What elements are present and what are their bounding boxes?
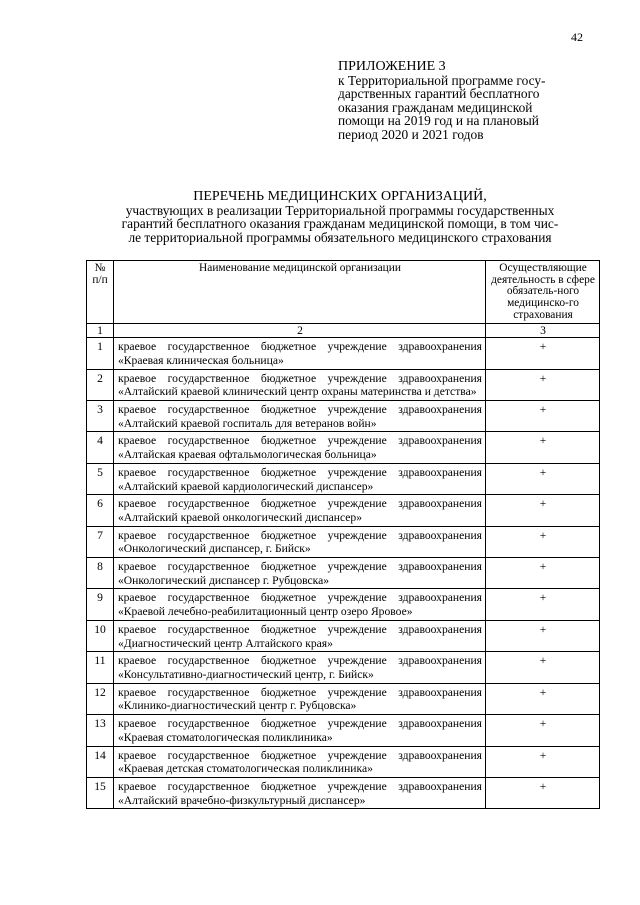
oms-mark-cell: + bbox=[486, 746, 600, 777]
table-row bbox=[87, 495, 600, 526]
column-index-cell: 1 bbox=[87, 323, 114, 338]
oms-mark-cell: + bbox=[486, 589, 600, 620]
oms-mark-cell: + bbox=[486, 558, 600, 589]
organization-name-cell: краевое государственное бюджетное учреждение здравоохранения «Краевая стоматологическая поликлиника» bbox=[114, 715, 486, 746]
heading-line: ле территориальной программы обязательного медицинского страхования bbox=[128, 229, 552, 245]
organization-name-cell: краевое государственное бюджетное учреждение здравоохранения «Краевой лечебно-реабилитационный центр озеро Яровое» bbox=[114, 589, 486, 620]
page-number: 42 bbox=[571, 30, 583, 44]
row-number-cell: 13 bbox=[87, 715, 114, 746]
organization-name-cell: краевое государственное бюджетное учреждение здравоохранения «Алтайская краевая офтальмологическая больница» bbox=[114, 432, 486, 463]
organization-name-cell: краевое государственное бюджетное учреждение здравоохранения «Алтайский врачебно-физкультурный диспансер» bbox=[114, 777, 486, 808]
appendix-line: дарственных гарантий бесплатного bbox=[338, 86, 540, 101]
table-row bbox=[87, 401, 600, 432]
organization-name-cell: краевое государственное бюджетное учреждение здравоохранения «Диагностический центр Алтайского края» bbox=[114, 620, 486, 651]
table-row bbox=[87, 652, 600, 683]
table-row bbox=[87, 338, 600, 369]
organization-name-cell: краевое государственное бюджетное учреждение здравоохранения «Алтайский краевой клинический центр охраны материнства и детства» bbox=[114, 369, 486, 400]
organizations-table bbox=[86, 260, 600, 809]
appendix-title: ПРИЛОЖЕНИЕ 3 bbox=[338, 59, 446, 74]
row-number-cell: 3 bbox=[87, 401, 114, 432]
row-number-cell: 9 bbox=[87, 589, 114, 620]
table-row bbox=[87, 589, 600, 620]
table-row bbox=[87, 620, 600, 651]
organization-name-cell: краевое государственное бюджетное учреждение здравоохранения «Алтайский краевой кардиологический диспансер» bbox=[114, 463, 486, 494]
organization-name-cell: краевое государственное бюджетное учреждение здравоохранения «Алтайский краевой госпиталь для ветеранов войн» bbox=[114, 401, 486, 432]
heading-title: ПЕРЕЧЕНЬ МЕДИЦИНСКИХ ОРГАНИЗАЦИЙ, bbox=[193, 189, 487, 204]
row-number-cell: 2 bbox=[87, 369, 114, 400]
heading-line: гарантий бесплатного оказания гражданам медицинской помощи, в том чис- bbox=[121, 216, 559, 231]
table-row bbox=[87, 463, 600, 494]
oms-mark-cell: + bbox=[486, 526, 600, 557]
oms-mark-cell: + bbox=[486, 777, 600, 808]
oms-mark-cell: + bbox=[486, 495, 600, 526]
appendix-line: период 2020 и 2021 годов bbox=[338, 126, 484, 142]
row-number-cell: 15 bbox=[87, 777, 114, 808]
appendix-line: к Территориальной программе госу- bbox=[338, 72, 546, 88]
row-number-cell: 10 bbox=[87, 620, 114, 651]
oms-mark-cell: + bbox=[486, 401, 600, 432]
header-oms-participation: Осуществляющие деятельность в сфере обязатель-ного медицинско-го страхования bbox=[486, 261, 600, 324]
oms-mark-cell: + bbox=[486, 620, 600, 651]
row-number-cell: 12 bbox=[87, 683, 114, 714]
organization-name-cell: краевое государственное бюджетное учреждение здравоохранения «Краевая детская стоматологическая поликлиника» bbox=[114, 746, 486, 777]
organization-name-cell: краевое государственное бюджетное учреждение здравоохранения «Онкологический диспансер, г. Бийск» bbox=[114, 526, 486, 557]
organization-name-cell: краевое государственное бюджетное учреждение здравоохранения «Алтайский краевой онкологический диспансер» bbox=[114, 495, 486, 526]
appendix-line: помощи на 2019 год и на плановый bbox=[338, 113, 539, 128]
header-organization-name: Наименование медицинской организации bbox=[114, 261, 486, 324]
organization-name-cell: краевое государственное бюджетное учреждение здравоохранения «Краевая клиническая больница» bbox=[114, 338, 486, 369]
column-index-row bbox=[87, 323, 600, 338]
table-row bbox=[87, 369, 600, 400]
oms-mark-cell: + bbox=[486, 338, 600, 369]
appendix-block bbox=[338, 60, 608, 141]
table-row bbox=[87, 715, 600, 746]
oms-mark-cell: + bbox=[486, 463, 600, 494]
row-number-cell: 14 bbox=[87, 746, 114, 777]
oms-mark-cell: + bbox=[486, 652, 600, 683]
organization-name-cell: краевое государственное бюджетное учреждение здравоохранения «Онкологический диспансер г. Рубцовска» bbox=[114, 558, 486, 589]
column-index-cell: 2 bbox=[114, 323, 486, 338]
document-heading bbox=[80, 190, 600, 244]
oms-mark-cell: + bbox=[486, 369, 600, 400]
row-number-cell: 1 bbox=[87, 338, 114, 369]
row-number-cell: 6 bbox=[87, 495, 114, 526]
row-number-cell: 8 bbox=[87, 558, 114, 589]
row-number-cell: 4 bbox=[87, 432, 114, 463]
oms-mark-cell: + bbox=[486, 683, 600, 714]
table-row bbox=[87, 432, 600, 463]
organization-name-cell: краевое государственное бюджетное учреждение здравоохранения «Консультативно-диагностический центр, г. Бийск» bbox=[114, 652, 486, 683]
table-row bbox=[87, 777, 600, 808]
header-number: № п/п bbox=[87, 261, 114, 324]
table-header-row bbox=[87, 261, 600, 324]
table-row bbox=[87, 746, 600, 777]
oms-mark-cell: + bbox=[486, 432, 600, 463]
row-number-cell: 7 bbox=[87, 526, 114, 557]
table-row bbox=[87, 683, 600, 714]
heading-line: участвующих в реализации Территориальной программы государственных bbox=[125, 202, 555, 218]
column-index-cell: 3 bbox=[486, 323, 600, 338]
table-row bbox=[87, 526, 600, 557]
table-row bbox=[87, 558, 600, 589]
organization-name-cell: краевое государственное бюджетное учреждение здравоохранения «Клинико-диагностический центр г. Рубцовска» bbox=[114, 683, 486, 714]
row-number-cell: 11 bbox=[87, 652, 114, 683]
row-number-cell: 5 bbox=[87, 463, 114, 494]
oms-mark-cell: + bbox=[486, 715, 600, 746]
appendix-line: оказания гражданам медицинской bbox=[338, 99, 533, 115]
